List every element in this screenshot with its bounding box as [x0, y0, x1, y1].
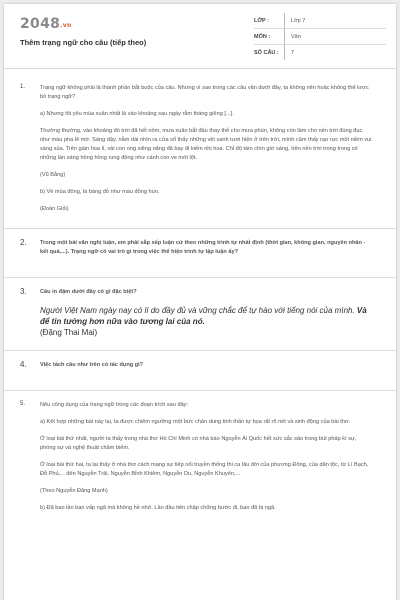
logo-text: 2048 [20, 16, 61, 32]
paragraph: Ở loại bài thứ hai, ta lại thấy ở nhà thơ cách mạng sự tiếp nối truyền thống thi ca lâu đời của phương Đông, của dân tộc, từ Lí Bạch, Đỗ Phủ,... đến Nguyễn Trãi, Nguyễn Bỉnh Khiêm, Nguyễn Du, Nguyễn Khuyến,... [40, 462, 369, 477]
question-5 [4, 391, 396, 533]
question-number: 2. [20, 238, 27, 247]
quote-bold: Và để tin tưởng hơn nữa vào tương lai của nó. [40, 306, 367, 326]
question-4 [4, 351, 396, 391]
question-text: Trong một bài văn nghị luận, em phải sắp xếp luận cứ theo những trình tự nhất định (thời gian, không gian, nguyên nhân - kết quả,...). Trạng ngữ có vai trò gì trong việc thể hiện trình tự lập luận ấy? [40, 240, 366, 255]
meta-row-class [254, 13, 386, 29]
meta-row-subject [254, 29, 386, 45]
question-number: 5. [20, 401, 26, 407]
meta-value: Văn [291, 33, 301, 40]
logo[interactable] [20, 16, 72, 32]
logo-suffix: .vn [60, 22, 72, 29]
page-title: Thêm trạng ngữ cho câu (tiếp theo) [20, 38, 147, 47]
quote-normal: Người Việt Nam ngày nay có lí do đầy đủ và vững chắc để tự hào với tiếng nói của mình. [40, 306, 355, 315]
passage: Thường thường, vào khoảng đó trời đã hết nồm, mưa xuân bắt đầu thay thế cho mưa phùn, không còn làm cho nền trời đùng đục như màu pha lê mờ. Sáng dậy, nằm dài nhìn ra cửa sổ thấy những vệt xanh tươi hiện ở trên trời, mình cảm thấy rạo rực một niềm vui sáng sủa. Trên giàn hoa lí, vài con ong siêng năng đã bay đi kiếm nhị hoa. Chỉ độ tám chín giờ sáng, trên nền trời trong trong có những làn sáng hồng hồng rung động như cánh con ve mới lột. [40, 128, 372, 161]
item-b: b) Về mùa đông, lá bàng đỏ như màu đồng hun. [40, 189, 160, 195]
source: (Đặng Thai Mai) [40, 328, 98, 337]
source: (Vũ Bằng) [40, 172, 66, 178]
meta-row-count [254, 45, 386, 60]
question-text: Nêu công dụng của trạng ngữ trong các đoạn trích sau đây: [40, 402, 189, 408]
item-b: b) Đã bao lần bạn vấp ngã mà không hề nhớ. Lần đầu tiên chập chững bước đi, bạn đã bị ngã. [40, 505, 276, 511]
question-number: 3. [20, 287, 27, 296]
meta-label: MÔN : [254, 29, 285, 44]
paragraph: Ở loại bài thứ nhất, người ta thấy trong nhà thơ Hồ Chí Minh có nhà báo Nguyễn Ái Quốc hết sức sắc sảo trong bút pháp kí sự, phóng sự và nghệ thuật châm biếm. [40, 436, 357, 451]
quote [40, 305, 372, 327]
meta-label: LỚP : [254, 13, 285, 28]
question-number: 4. [20, 360, 27, 369]
question-1 [4, 74, 396, 229]
question-text: Câu in đậm dưới đây có gì đặc biệt? [40, 289, 137, 295]
document-sheet [4, 4, 396, 600]
question-text: Trạng ngữ không phải là thành phần bắt buộc của câu. Nhưng vì sao trong các câu văn dưới đây, ta không nên hoặc không thể lược bỏ trạng ngữ? [40, 85, 369, 100]
item-a: a) Nhưng tôi yêu mùa xuân nhất là vào khoảng sau ngày rằm tháng giêng [...]. [40, 111, 234, 117]
source: (Đoàn Giỏi) [40, 206, 69, 212]
header [4, 4, 396, 69]
question-text: Việc tách câu như trên có tác dụng gì? [40, 362, 144, 368]
question-2 [4, 229, 396, 278]
question-3 [4, 278, 396, 351]
meta-value: Lớp 7 [291, 17, 306, 24]
item-a: a) Kết hợp những bài này lại, ta được chiêm ngưỡng một bức chân dung tinh thần tự họa rất rõ nét và sinh động của bài thơ. [40, 419, 351, 425]
meta-value: 7 [291, 49, 295, 56]
question-number: 1. [20, 84, 26, 90]
meta-label: SỐ CÂU : [254, 45, 285, 60]
source: (Theo Nguyễn Đăng Mạnh) [40, 488, 108, 494]
meta-table [254, 13, 386, 60]
question-list [4, 74, 396, 533]
